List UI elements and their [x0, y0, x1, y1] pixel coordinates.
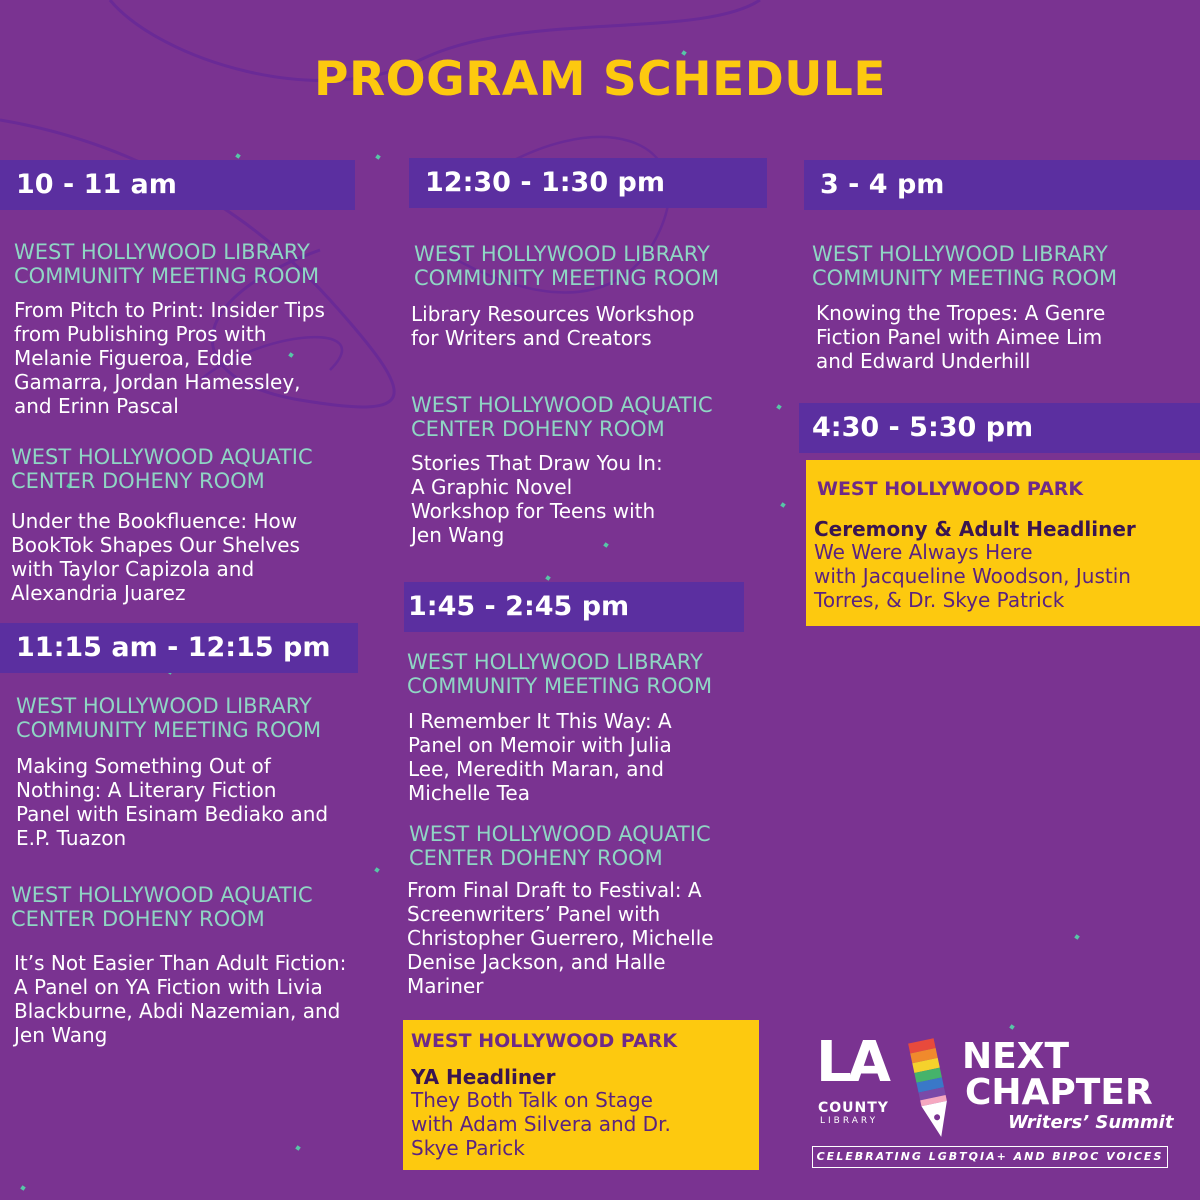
session-venue: WEST HOLLYWOOD AQUATIC CENTER DOHENY ROOM: [409, 822, 711, 870]
highlight-box: [806, 460, 1200, 626]
logo-next-text: NEXT: [962, 1036, 1070, 1077]
session-description: Knowing the Tropes: A Genre Fiction Panel with Aimee Lim and Edward Underhill: [816, 301, 1106, 373]
logo-chapter-text: CHAPTER: [965, 1072, 1153, 1113]
pen-nib-icon: [905, 1034, 955, 1142]
session-venue: WEST HOLLYWOOD AQUATIC CENTER DOHENY ROOM: [411, 393, 713, 441]
session-venue: WEST HOLLYWOOD LIBRARY COMMUNITY MEETING ROOM: [414, 242, 720, 290]
highlight-venue: WEST HOLLYWOOD PARK: [817, 478, 1084, 500]
logo-county-text: COUNTY: [818, 1100, 889, 1116]
session-venue: WEST HOLLYWOOD AQUATIC CENTER DOHENY ROOM: [11, 883, 313, 931]
session-venue: WEST HOLLYWOOD LIBRARY COMMUNITY MEETING ROOM: [812, 242, 1118, 290]
session-description: From Pitch to Print: Insider Tips from Publishing Pros with Melanie Figueroa, Eddie Gamarra, Jordan Hamessley, and Erinn Pascal: [14, 298, 325, 418]
session-description: Stories That Draw You In: A Graphic Novel Workshop for Teens with Jen Wang: [411, 451, 663, 547]
la-county-library-logo: LA: [816, 1030, 888, 1095]
time-slot-header: 1:45 - 2:45 pm: [404, 582, 744, 632]
logo-library-text: LIBRARY: [820, 1116, 879, 1126]
session-description: From Final Draft to Festival: A Screenwriters’ Panel with Christopher Guerrero, Michelle Denise Jackson, and Halle Mariner: [407, 878, 714, 998]
highlight-heading: YA Headliner: [411, 1065, 556, 1089]
session-venue: WEST HOLLYWOOD AQUATIC CENTER DOHENY ROOM: [11, 445, 313, 493]
session-description: Making Something Out of Nothing: A Literary Fiction Panel with Esinam Bediako and E.P. Tuazon: [16, 754, 329, 850]
page-title: PROGRAM SCHEDULE: [314, 52, 886, 107]
logo-lockup: [810, 1030, 1180, 1180]
highlight-body: They Both Talk on Stage with Adam Silvera and Dr. Skye Parick: [411, 1088, 671, 1160]
session-venue: WEST HOLLYWOOD LIBRARY COMMUNITY MEETING ROOM: [16, 694, 322, 742]
highlight-body: We Were Always Here with Jacqueline Woodson, Justin Torres, & Dr. Skye Patrick: [814, 540, 1131, 612]
time-slot-header: 10 - 11 am: [0, 160, 355, 210]
time-slot-header: 4:30 - 5:30 pm: [799, 403, 1200, 453]
highlight-box: [403, 1020, 759, 1170]
session-description: Library Resources Workshop for Writers and Creators: [411, 302, 695, 350]
time-slot-header: 3 - 4 pm: [804, 160, 1200, 210]
session-description: I Remember It This Way: A Panel on Memoir with Julia Lee, Meredith Maran, and Michelle Tea: [408, 709, 672, 805]
time-slot-header: 11:15 am - 12:15 pm: [0, 623, 358, 673]
highlight-venue: WEST HOLLYWOOD PARK: [411, 1030, 678, 1052]
session-description: Under the Bookfluence: How BookTok Shapes Our Shelves with Taylor Capizola and Alexandria Juarez: [11, 509, 300, 605]
tagline-banner: CELEBRATING LGBTQIA+ AND BIPOC VOICES: [812, 1146, 1168, 1168]
time-slot-header: 12:30 - 1:30 pm: [409, 158, 767, 208]
logo-summit-text: Writers’ Summit: [1008, 1112, 1174, 1133]
highlight-heading: Ceremony & Adult Headliner: [814, 517, 1136, 541]
session-venue: WEST HOLLYWOOD LIBRARY COMMUNITY MEETING ROOM: [14, 240, 320, 288]
session-description: It’s Not Easier Than Adult Fiction: A Panel on YA Fiction with Livia Blackburne, Abdi Nazemian, and Jen Wang: [14, 951, 347, 1047]
session-venue: WEST HOLLYWOOD LIBRARY COMMUNITY MEETING ROOM: [407, 650, 713, 698]
